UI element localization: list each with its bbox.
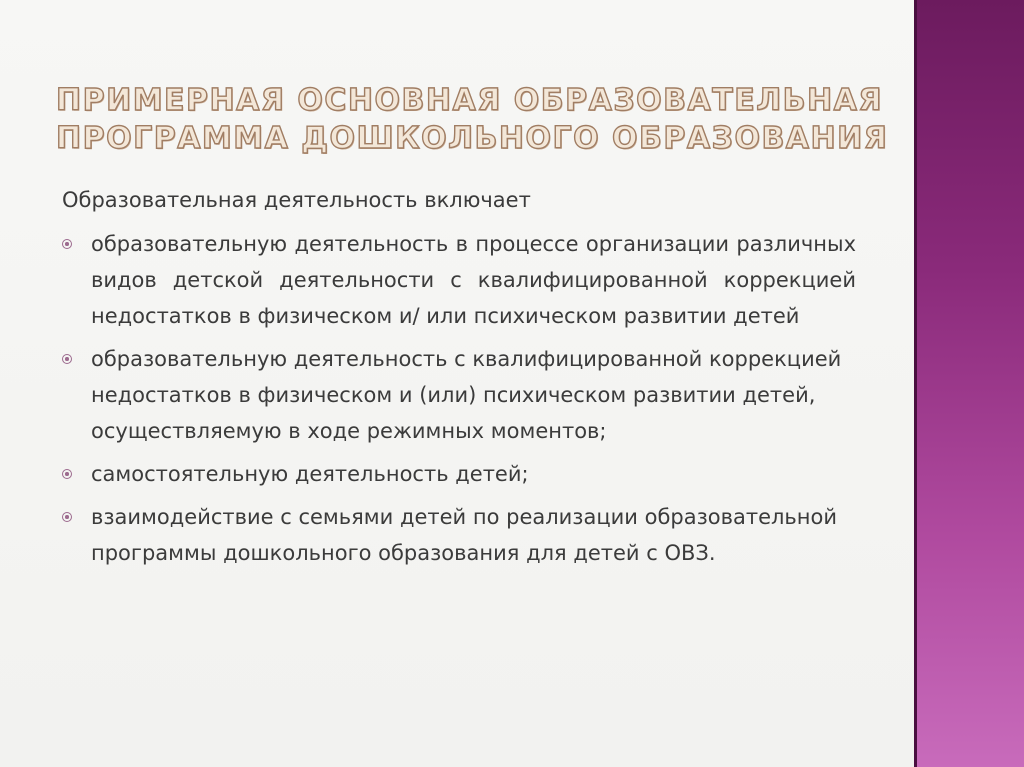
list-item-text: взаимодействие с семьями детей по реализации образовательной программы дошкольного образования для детей с ОВЗ.: [91, 505, 838, 565]
circle-bullet-icon: [62, 469, 72, 479]
circle-bullet-icon: [62, 354, 72, 364]
slide-title: [56, 82, 889, 158]
circle-bullet-icon: [62, 512, 72, 522]
list-item: [62, 499, 856, 571]
intro-text: Образовательная деятельность включает: [62, 188, 531, 212]
circle-bullet-icon: [62, 239, 72, 249]
side-decor-band: [914, 0, 1024, 767]
list-item-text: самостоятельную деятельность детей;: [91, 462, 529, 486]
bullet-list: [62, 226, 856, 578]
list-item: [62, 341, 856, 449]
list-item-text: образовательную деятельность в процессе организации различных видов детской деятельности с квалифицированной коррекцией недостатков в физическом и/ или психическом развитии детей: [91, 232, 856, 328]
list-item-text: образовательную деятельность с квалифицированной коррекцией недостатков в физическом и (или) психическом развитии детей, осуществляемую в ходе режимных моментов;: [91, 347, 842, 443]
list-item: [62, 456, 856, 492]
slide-title-line-2: ПРОГРАММА ДОШКОЛЬНОГО ОБРАЗОВАНИЯ: [56, 121, 889, 156]
slide-title-line-1: ПРИМЕРНАЯ ОСНОВНАЯ ОБРАЗОВАТЕЛЬНАЯ: [56, 83, 883, 118]
list-item: [62, 226, 856, 334]
